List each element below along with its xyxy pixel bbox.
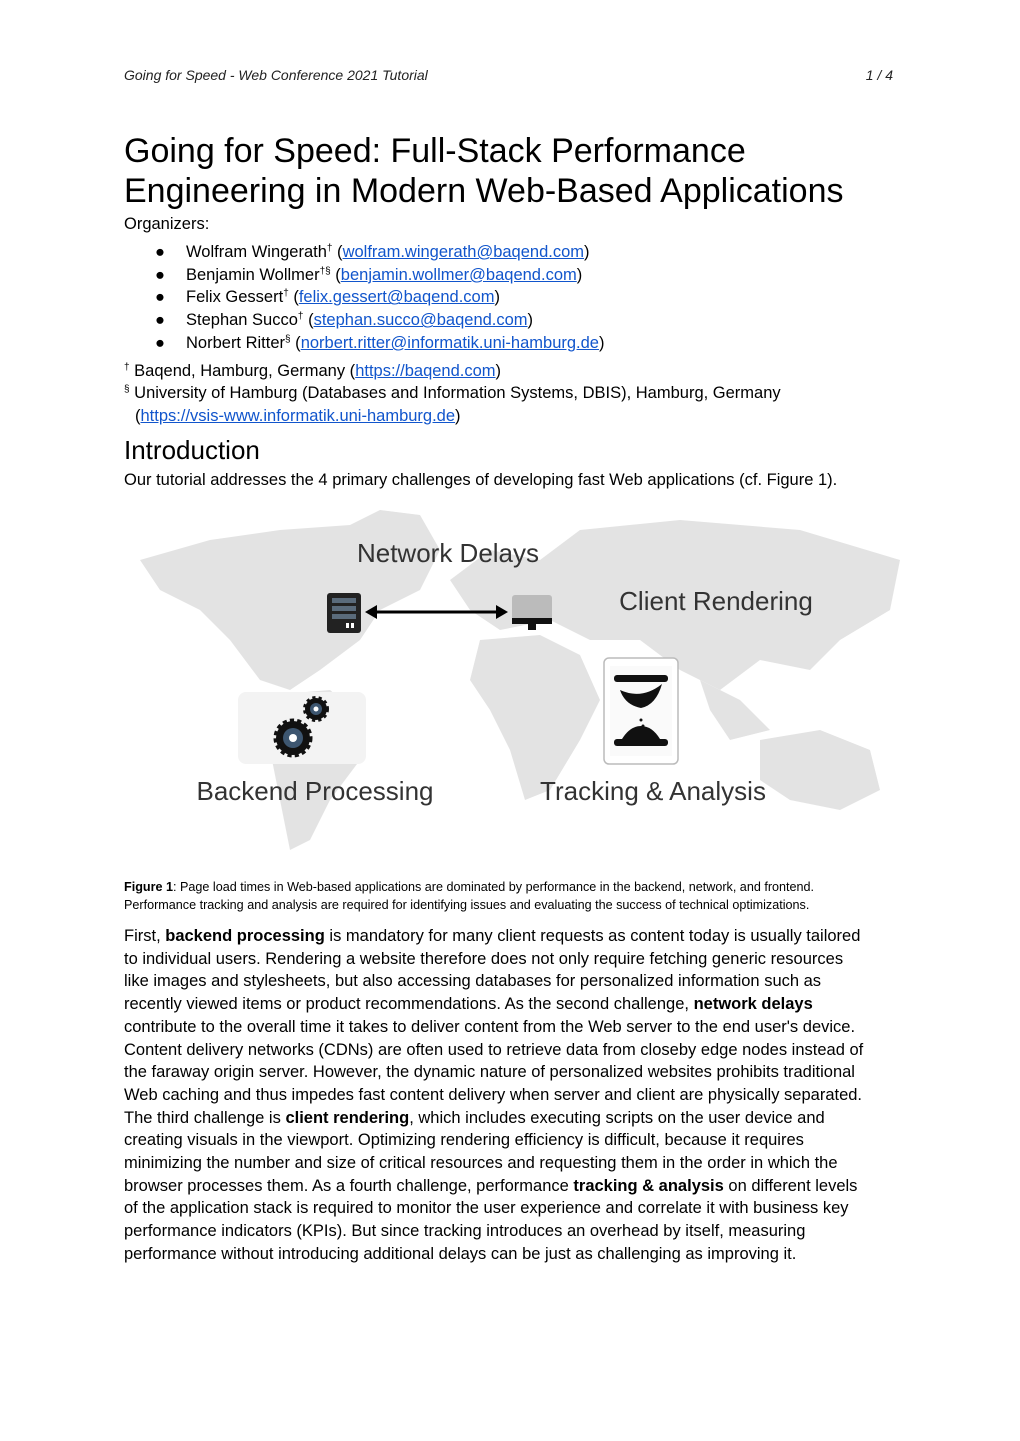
body-line — [124, 1220, 863, 1243]
body-line — [124, 1084, 863, 1107]
text-run: contribute to the overall time it takes to deliver content from the Web server to the end user's device. — [124, 1017, 856, 1036]
affiliation-baqend — [124, 362, 501, 381]
text-run: creating visuals in the viewport. Optimizing rendering efficiency is difficult, because it requires — [124, 1131, 804, 1150]
organizer-item: ● Felix Gessert† (felix.gessert@baqend.com) — [155, 288, 500, 307]
organizer-name: Norbert Ritter — [186, 333, 286, 352]
organizer-item: ● Norbert Ritter§ (norbert.ritter@informatik.uni-hamburg.de) — [155, 333, 605, 352]
text-run: like images and stylesheets, but also accessing databases for personalized information such as — [124, 972, 822, 991]
bullet-icon: ● — [155, 265, 165, 284]
organizer-email-link[interactable]: norbert.ritter@informatik.uni-hamburg.de — [300, 333, 599, 352]
footnote-mark: † — [124, 362, 130, 373]
body-line — [124, 970, 863, 993]
text-run: of the application stack is required to monitor the user experience and correlate it with business key — [124, 1199, 849, 1218]
text-run: , which includes executing scripts on the user device and — [409, 1108, 825, 1127]
body-line — [124, 1107, 863, 1130]
organizers-label: Organizers: — [124, 215, 210, 233]
text-run: The third challenge is — [124, 1108, 286, 1127]
footnote-mark: § — [285, 333, 291, 345]
body-line — [124, 1197, 863, 1220]
body-line — [124, 1061, 863, 1084]
bullet-icon: ● — [155, 288, 165, 307]
server-icon — [327, 593, 361, 633]
figure-caption-line2: Performance tracking and analysis are required for identifying issues and evaluating the success of technical optimizations. — [124, 898, 810, 912]
page-title — [124, 131, 843, 211]
text-run: performance indicators (KPIs). But since tracking introduces an overhead by itself, measuring — [124, 1222, 806, 1241]
bold-term: client rendering — [285, 1108, 410, 1127]
figure-caption-line1 — [124, 880, 814, 894]
text-run: to individual users. Rendering a website therefore does not only require fetching generic resources — [124, 949, 844, 968]
label-network-delays: Network Delays — [356, 538, 540, 568]
text-run: on different levels — [723, 1176, 858, 1195]
label-tracking-analysis: Tracking & Analysis — [540, 776, 766, 806]
gears-icon — [238, 692, 366, 764]
baqend-link[interactable]: https://baqend.com — [355, 362, 496, 380]
organizer-email-link[interactable]: stephan.succo@baqend.com — [313, 311, 528, 330]
organizer-name: Benjamin Wollmer — [186, 265, 320, 284]
body-line — [124, 1175, 863, 1198]
affiliation-text: University of Hamburg (Databases and Information Systems, DBIS), Hamburg, Germany — [134, 384, 781, 402]
section-heading-introduction: Introduction — [124, 435, 260, 465]
body-line — [124, 1243, 863, 1266]
body-line — [124, 993, 863, 1016]
label-client-rendering: Client Rendering — [619, 586, 813, 616]
bold-term: backend processing — [165, 927, 325, 945]
body-line — [124, 925, 863, 948]
footnote-mark: † — [297, 311, 304, 323]
page-number: 1 / 4 — [865, 67, 893, 83]
organizer-name: Stephan Succo — [186, 311, 298, 330]
text-run: Content delivery networks (CDNs) are often used to retrieve data from closeby edge nodes instead of — [124, 1040, 864, 1059]
bullet-icon: ● — [155, 311, 165, 330]
affiliation-uhh-url — [135, 407, 461, 426]
text-run: Web caching and thus impedes fast content delivery when server and client are physically separated. — [124, 1085, 863, 1104]
organizer-email-link[interactable]: benjamin.wollmer@baqend.com — [340, 265, 577, 284]
paren: ( — [135, 407, 141, 425]
organizer-item: ● Stephan Succo† (stephan.succo@baqend.com) — [155, 311, 534, 330]
text-run: recently viewed items or product recommendations. As the second challenge, — [124, 995, 694, 1014]
figure-world-map — [120, 500, 910, 860]
organizer-email-link[interactable]: felix.gessert@baqend.com — [298, 288, 495, 307]
text-run: performance without introducing additional delays can be just as challenging as improving it. — [124, 1244, 797, 1263]
caption-label: Figure 1 — [124, 880, 173, 894]
organizer-item: ● Benjamin Wollmer†§ (benjamin.wollmer@baqend.com) — [155, 265, 583, 284]
organizer-name: Felix Gessert — [186, 288, 284, 307]
body-line — [124, 1016, 863, 1039]
paren: ) — [455, 407, 461, 425]
body-paragraph — [124, 925, 863, 1266]
text-run: is mandatory for many client requests as content today is usually tailored — [324, 927, 861, 945]
organizer-name: Wolfram Wingerath — [186, 243, 327, 261]
body-line — [124, 1039, 863, 1062]
organizer-item: ● Wolfram Wingerath† (wolfram.wingerath@baqend.com) — [155, 243, 590, 261]
bold-term: network delays — [693, 995, 813, 1014]
footnote-mark: § — [124, 384, 130, 395]
running-header: Going for Speed - Web Conference 2021 Tutorial — [124, 67, 428, 83]
bullet-icon: ● — [155, 243, 165, 261]
paren: ) — [495, 362, 502, 380]
organizer-email-link[interactable]: wolfram.wingerath@baqend.com — [342, 243, 585, 261]
affiliation-uhh — [124, 384, 781, 403]
hourglass-tablet-icon — [604, 658, 678, 764]
bold-term: tracking & analysis — [573, 1176, 724, 1195]
text-run: minimizing the number and size of critical resources and requesting them in the order in which the — [124, 1154, 838, 1173]
affiliation-text: Baqend, Hamburg, Germany ( — [134, 362, 356, 380]
title-line: Going for Speed: Full-Stack Performance — [124, 132, 746, 170]
body-line — [124, 948, 863, 971]
text-run: the faraway origin server. However, the dynamic nature of personalized websites prohibits traditional — [124, 1063, 855, 1082]
title-line: Engineering in Modern Web-Based Applications — [124, 172, 844, 210]
uhh-link[interactable]: https://vsis-www.informatik.uni-hamburg.de — [140, 407, 456, 425]
footnote-mark: † — [283, 288, 289, 300]
caption-text: : Page load times in Web-based applications are dominated by performance in the backend, network, and frontend. — [173, 880, 815, 894]
body-line — [124, 1152, 863, 1175]
footnote-mark: † — [326, 243, 333, 254]
text-run: First, — [124, 927, 166, 945]
text-run: browser processes them. As a fourth challenge, performance — [124, 1176, 574, 1195]
intro-text: Our tutorial addresses the 4 primary challenges of developing fast Web applications (cf. Figure 1). — [124, 471, 838, 489]
bullet-icon: ● — [155, 333, 165, 352]
footnote-mark: †§ — [319, 265, 331, 277]
label-backend-processing: Backend Processing — [196, 776, 434, 806]
body-line — [124, 1129, 863, 1152]
